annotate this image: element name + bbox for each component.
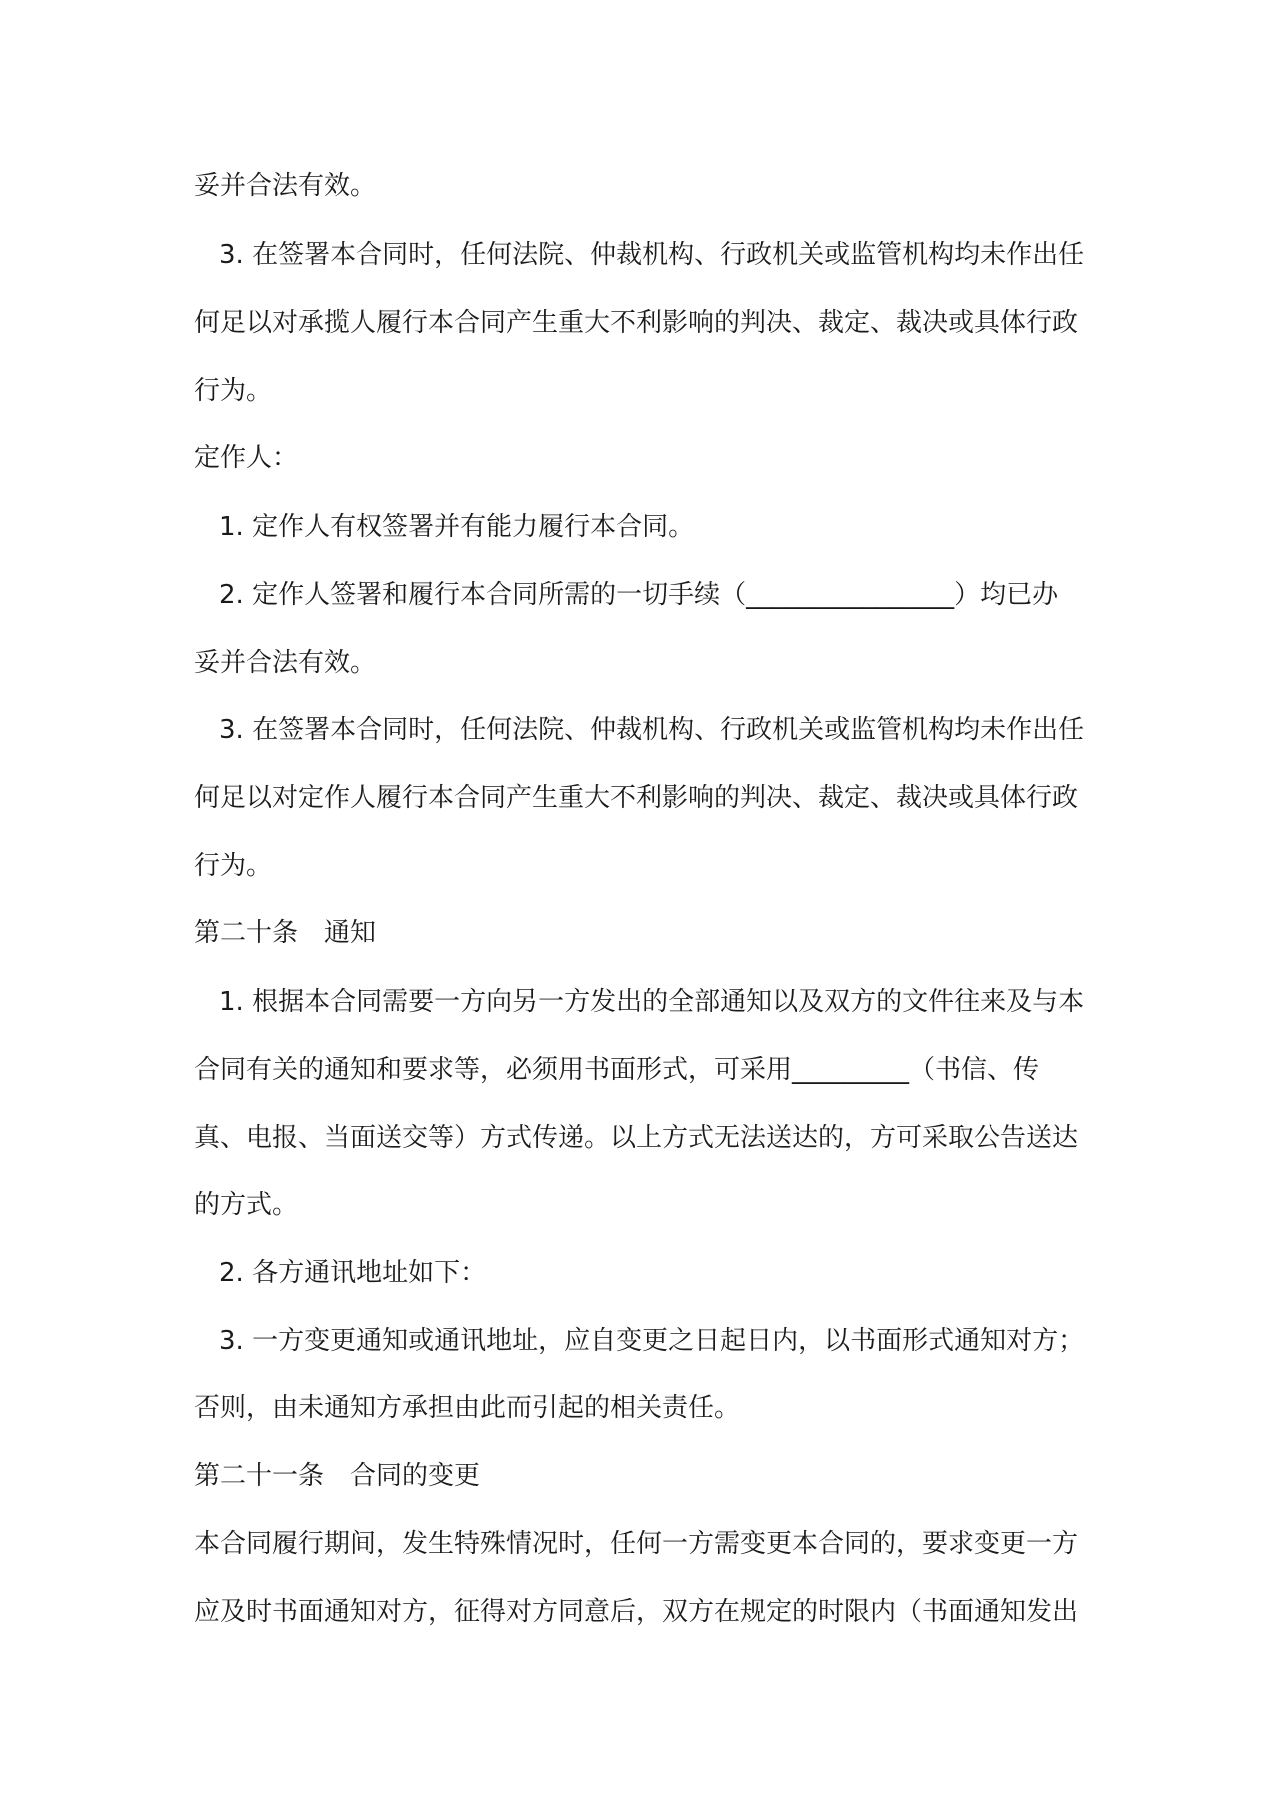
text-line: 3. 在签署本合同时，任何法院、仲裁机构、行政机关或监管机构均未作出任 (219, 240, 1085, 270)
article-heading: 第二十条 通知 (194, 918, 377, 948)
text-line: 何足以对定作人履行本合同产生重大不利影响的判决、裁定、裁决或具体行政 (194, 783, 1079, 813)
text-line: 真、电报、当面送交等）方式传递。以上方式无法送达的，方可采取公告送达 (194, 1123, 1079, 1153)
text-line: 3. 在签署本合同时，任何法院、仲裁机构、行政机关或监管机构均未作出任 (219, 715, 1085, 745)
text-line: 2. 定作人签署和履行本合同所需的一切手续（________________）均已办 (219, 580, 1059, 610)
text-line: 1. 定作人有权签署并有能力履行本合同。 (219, 512, 695, 542)
text-line: 妥并合法有效。 (194, 648, 377, 678)
text-line: 的方式。 (194, 1190, 299, 1220)
text-line: 行为。 (194, 376, 273, 406)
text-line: 3. 一方变更通知或通讯地址，应自变更之日起日内，以书面形式通知对方； (219, 1326, 1085, 1356)
text-line: 本合同履行期间，发生特殊情况时，任何一方需变更本合同的，要求变更一方 (194, 1529, 1079, 1559)
text-line: 2. 各方通讯地址如下： (219, 1258, 487, 1288)
text-line: 行为。 (194, 851, 273, 881)
text-line: 何足以对承揽人履行本合同产生重大不利影响的判决、裁定、裁决或具体行政 (194, 308, 1079, 338)
text-line: 1. 根据本合同需要一方向另一方发出的全部通知以及双方的文件往来及与本 (219, 987, 1085, 1017)
text-line: 否则，由未通知方承担由此而引起的相关责任。 (194, 1393, 741, 1423)
text-line: 妥并合法有效。 (194, 171, 377, 201)
text-line: 应及时书面通知对方，征得对方同意后，双方在规定的时限内（书面通知发出 (194, 1597, 1079, 1627)
text-line: 合同有关的通知和要求等，必须用书面形式，可采用_________（书信、传 (194, 1055, 1040, 1085)
section-heading: 定作人： (194, 443, 299, 473)
article-heading: 第二十一条 合同的变更 (194, 1461, 481, 1491)
